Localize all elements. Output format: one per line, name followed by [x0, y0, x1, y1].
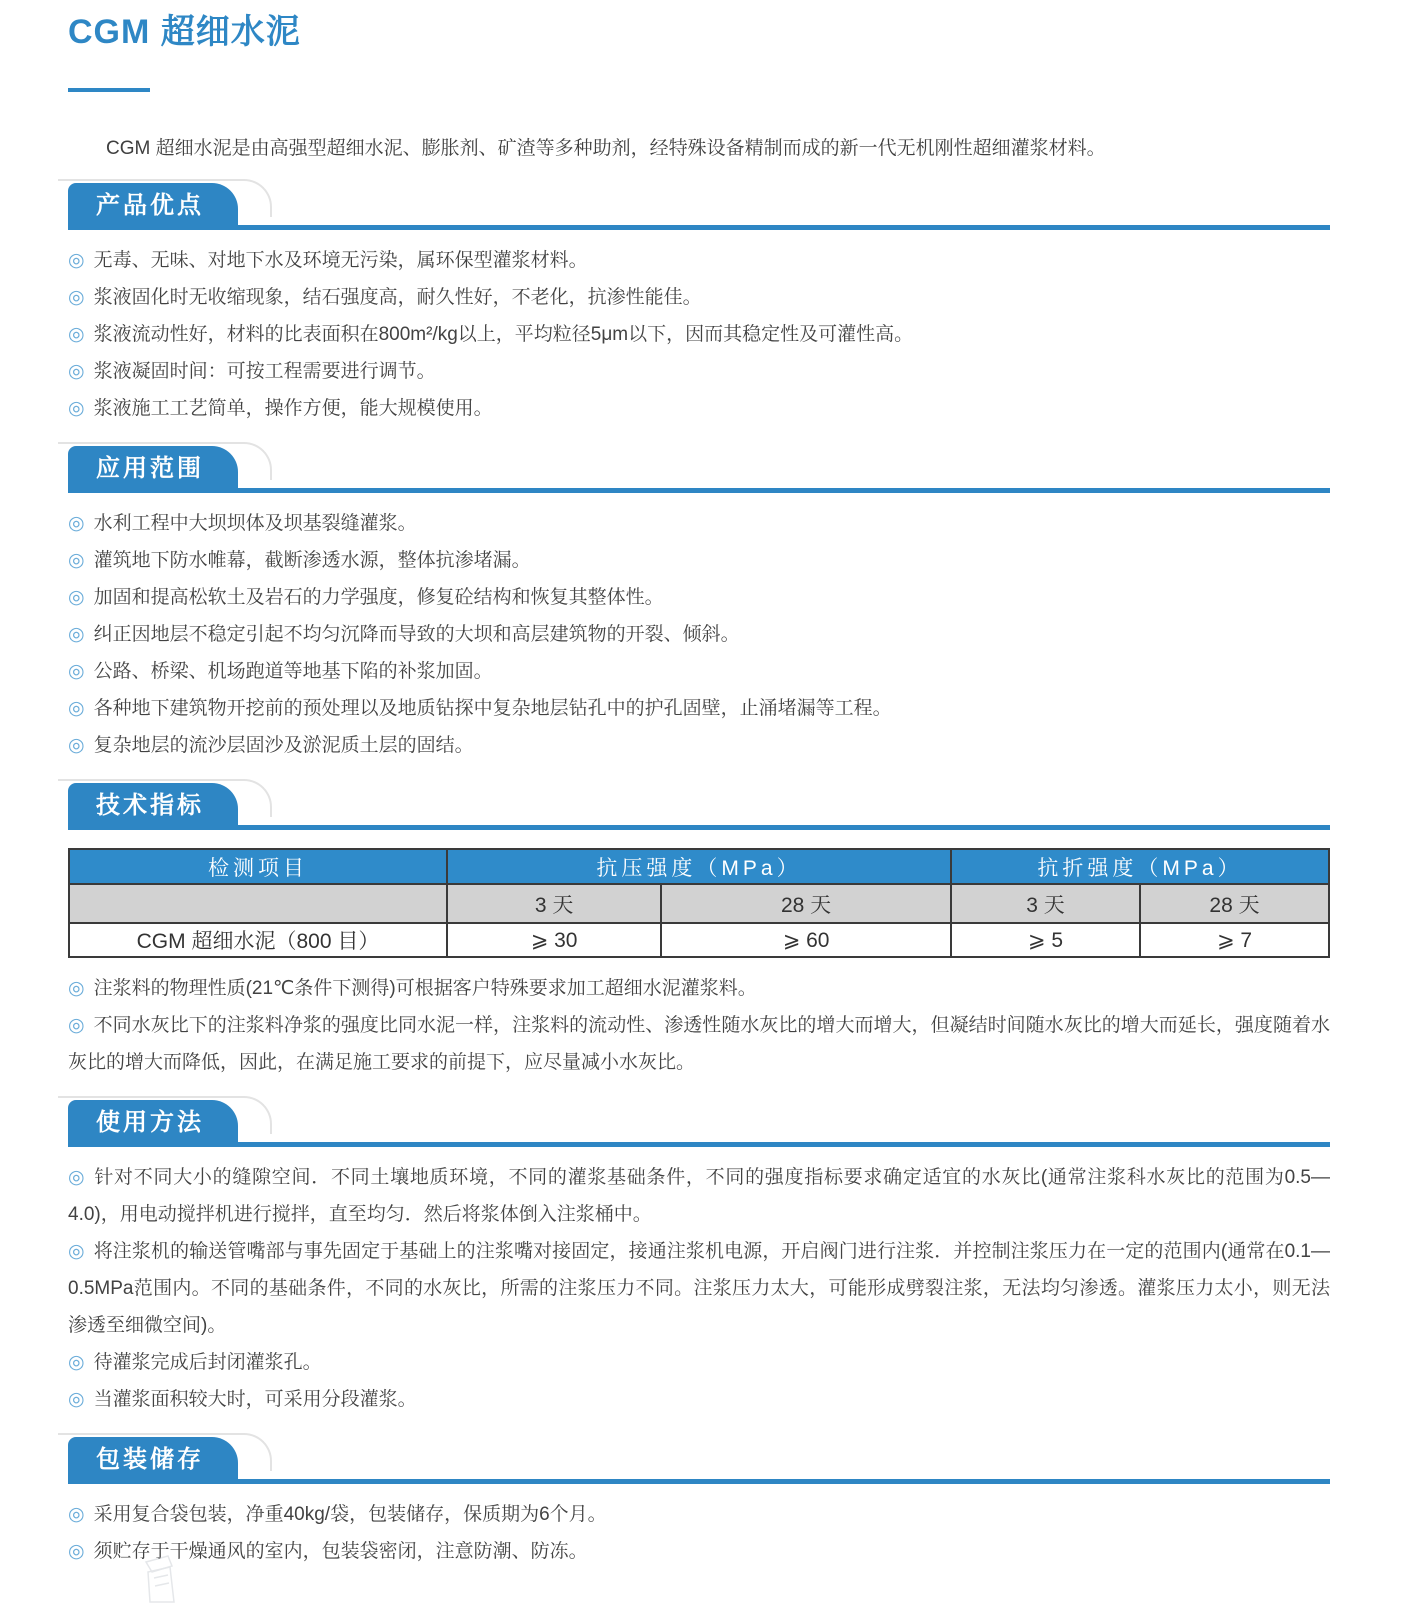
- list-item-text: 灌筑地下防水帷幕，截断渗透水源，整体抗渗堵漏。: [93, 550, 531, 571]
- list-item: [68, 279, 1330, 316]
- subheader-cell: 3 天: [447, 884, 661, 923]
- table-header-row: [69, 849, 1329, 884]
- spec-notes: [68, 970, 1330, 1081]
- list-item-text: 浆液流动性好，材料的比表面积在800m²/kg以上，平均粒径5μm以下，因而其稳定性及可灌性高。: [93, 324, 914, 345]
- list-item-text: 浆液固化时无收缩现象，结石强度高，耐久性好，不老化，抗渗性能佳。: [93, 287, 702, 308]
- list-item-text: 注浆料的物理性质(21℃条件下测得)可根据客户特殊要求加工超细水泥灌浆料。: [93, 978, 757, 999]
- bullet-icon: ◎: [68, 1389, 85, 1410]
- list-item: [68, 653, 1330, 690]
- list-item: [68, 1533, 1330, 1570]
- list-item: [68, 1344, 1330, 1381]
- col-header-item: 检测项目: [69, 849, 447, 884]
- row-value-cell: ⩾ 30: [447, 923, 661, 957]
- subheader-cell: 3 天: [951, 884, 1140, 923]
- list-item-text: 采用复合袋包装，净重40kg/袋，包装储存，保质期为6个月。: [93, 1504, 607, 1525]
- section-advantages: [68, 188, 1330, 427]
- list-item: [68, 1007, 1330, 1081]
- subheader-empty-cell: [69, 884, 447, 923]
- bullet-icon: ◎: [68, 735, 85, 756]
- bullet-icon: ◎: [68, 978, 85, 999]
- section-header: [68, 1105, 1330, 1147]
- list-item-text: 不同水灰比下的注浆料净浆的强度比同水泥一样，注浆料的流动性、渗透性随水灰比的增大而增大，但凝结时间随水灰比的增大而延长，强度随着水灰比的增大而降低，因此，在满足施工要求的前提下，应尽量减小水灰比。: [68, 1015, 1330, 1073]
- spec-table: [68, 848, 1330, 958]
- table-row: [69, 923, 1329, 957]
- title-underline: [68, 88, 150, 92]
- bullet-icon: ◎: [68, 250, 85, 271]
- list-item: [68, 505, 1330, 542]
- section-usage: [68, 1105, 1330, 1418]
- row-value-cell: ⩾ 7: [1140, 923, 1329, 957]
- list-item: [68, 542, 1330, 579]
- table-subheader-row: [69, 884, 1329, 923]
- advantages-list: [68, 242, 1330, 427]
- faint-bag-graphic: [128, 1552, 192, 1604]
- col-header-flexural: 抗折强度（MPa）: [951, 849, 1329, 884]
- list-item: [68, 1233, 1330, 1344]
- section-header: [68, 188, 1330, 230]
- bullet-icon: ◎: [68, 1015, 85, 1036]
- list-item: [68, 353, 1330, 390]
- row-value-cell: ⩾ 60: [661, 923, 951, 957]
- bullet-icon: ◎: [68, 1241, 85, 1262]
- list-item: [68, 390, 1330, 427]
- bullet-icon: ◎: [68, 1167, 86, 1188]
- section-specs: [68, 788, 1330, 1081]
- bullet-icon: ◎: [68, 513, 85, 534]
- bullet-icon: ◎: [68, 398, 85, 419]
- row-value-cell: ⩾ 5: [951, 923, 1140, 957]
- applications-list: [68, 505, 1330, 764]
- list-item: [68, 1159, 1330, 1233]
- section-applications: [68, 451, 1330, 764]
- list-item-text: 无毒、无味、对地下水及环境无污染，属环保型灌浆材料。: [93, 250, 588, 271]
- row-item-cell: CGM 超细水泥（800 目）: [69, 923, 447, 957]
- section-title-tab: 技术指标: [68, 783, 238, 830]
- list-item: [68, 690, 1330, 727]
- intro-paragraph: CGM 超细水泥是由高强型超细水泥、膨胀剂、矿渣等多种助剂，经特殊设备精制而成的新一代无机刚性超细灌浆材料。: [106, 138, 1106, 159]
- section-title-tab: 应用范围: [68, 446, 238, 493]
- usage-list: [68, 1159, 1330, 1418]
- list-item-text: 加固和提高松软土及岩石的力学强度，修复砼结构和恢复其整体性。: [93, 587, 664, 608]
- section-title-tab: 产品优点: [68, 183, 238, 230]
- list-item-text: 将注浆机的输送管嘴部与事先固定于基础上的注浆嘴对接固定，接通注浆机电源，开启阀门进行注浆．并控制注浆压力在一定的范围内(通常在0.1—0.5MPa范围内。不同的基础条件，不同的水灰比，所需的注浆压力不同。注浆压力太大，可能形成劈裂注浆，无法均匀渗透。灌浆压力太小，则无法渗透至细微空间)。: [68, 1241, 1330, 1336]
- list-item: [68, 616, 1330, 653]
- section-title-tab: 使用方法: [68, 1100, 238, 1147]
- col-header-compressive: 抗压强度（MPa）: [447, 849, 951, 884]
- bullet-icon: ◎: [68, 1541, 85, 1562]
- list-item-text: 水利工程中大坝坝体及坝基裂缝灌浆。: [93, 513, 417, 534]
- subheader-cell: 28 天: [1140, 884, 1329, 923]
- page-title: CGM 超细水泥: [68, 13, 301, 51]
- section-title-tab: 包装储存: [68, 1437, 238, 1484]
- list-item-text: 当灌浆面积较大时，可采用分段灌浆。: [93, 1389, 417, 1410]
- list-item-text: 复杂地层的流沙层固沙及淤泥质土层的固结。: [93, 735, 474, 756]
- bullet-icon: ◎: [68, 1504, 85, 1525]
- bullet-icon: ◎: [68, 550, 85, 571]
- bullet-icon: ◎: [68, 324, 85, 345]
- list-item-text: 各种地下建筑物开挖前的预处理以及地质钻探中复杂地层钻孔中的护孔固壁，止涌堵漏等工程。: [93, 698, 892, 719]
- bullet-icon: ◎: [68, 661, 85, 682]
- list-item: [68, 970, 1330, 1007]
- bullet-icon: ◎: [68, 587, 85, 608]
- list-item: [68, 242, 1330, 279]
- section-header: [68, 451, 1330, 493]
- bullet-icon: ◎: [68, 361, 85, 382]
- list-item: [68, 1381, 1330, 1418]
- section-header: [68, 788, 1330, 830]
- list-item: [68, 316, 1330, 353]
- list-item-text: 纠正因地层不稳定引起不均匀沉降而导致的大坝和高层建筑物的开裂、倾斜。: [93, 624, 740, 645]
- bullet-icon: ◎: [68, 624, 85, 645]
- list-item: [68, 727, 1330, 764]
- list-item-text: 须贮存于干燥通风的室内，包装袋密闭，注意防潮、防冻。: [93, 1541, 588, 1562]
- list-item-text: 浆液施工工艺简单，操作方便，能大规模使用。: [93, 398, 493, 419]
- section-storage: [68, 1442, 1330, 1570]
- bullet-icon: ◎: [68, 698, 85, 719]
- list-item-text: 待灌浆完成后封闭灌浆孔。: [93, 1352, 322, 1373]
- list-item-text: 公路、桥梁、机场跑道等地基下陷的补浆加固。: [93, 661, 493, 682]
- list-item: [68, 1496, 1330, 1533]
- subheader-cell: 28 天: [661, 884, 951, 923]
- list-item-text: 针对不同大小的缝隙空间．不同土壤地质环境，不同的灌浆基础条件，不同的强度指标要求确定适宜的水灰比(通常注浆科水灰比的范围为0.5—4.0)，用电动搅拌机进行搅拌，直至均匀．然后将浆体倒入注浆桶中。: [68, 1167, 1330, 1225]
- list-item-text: 浆液凝固时间：可按工程需要进行调节。: [93, 361, 436, 382]
- section-header: [68, 1442, 1330, 1484]
- bullet-icon: ◎: [68, 1352, 85, 1373]
- bullet-icon: ◎: [68, 287, 85, 308]
- list-item: [68, 579, 1330, 616]
- storage-list: [68, 1496, 1330, 1570]
